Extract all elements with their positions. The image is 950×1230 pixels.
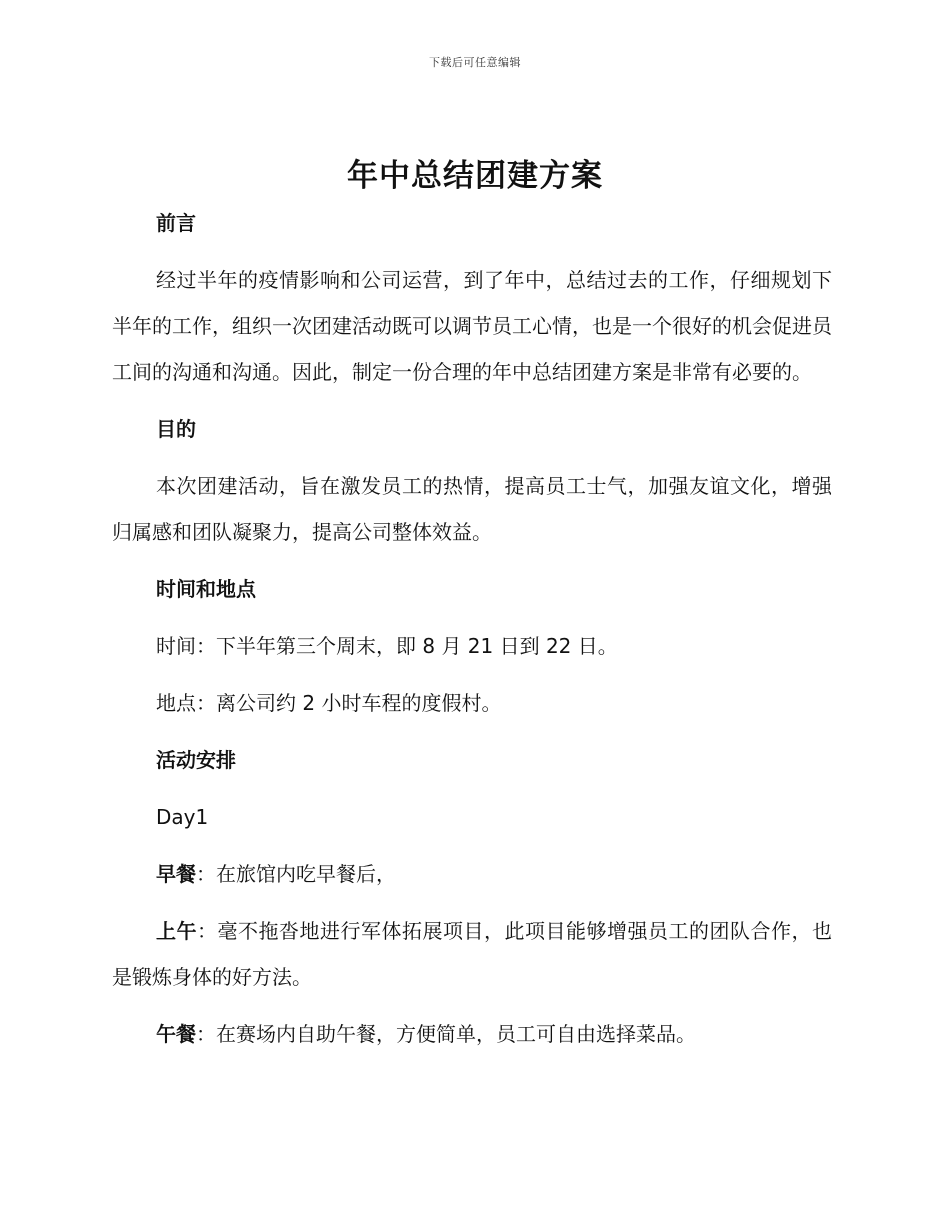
time-line: 时间：下半年第三个周末，即 8 月 21 日到 22 日。 <box>156 634 618 658</box>
morning-paragraph <box>112 908 832 1000</box>
place-line: 地点：离公司约 2 小时车程的度假村。 <box>156 691 502 715</box>
day-label: Day1 <box>156 805 209 829</box>
paragraph-preface: 经过半年的疫情影响和公司运营，到了年中，总结过去的工作，仔细规划下半年的工作，组织一次团建活动既可以调节员工心情，也是一个很好的机会促进员工间的沟通和沟通。因此，制定一份合理的年中总结团建方案是非常有必要的。 <box>112 268 832 384</box>
paragraph-purpose: 本次团建活动，旨在激发员工的热情，提高员工士气，加强友谊文化，增强归属感和团队凝聚力，提高公司整体效益。 <box>112 474 832 544</box>
morning-label: 上午 <box>156 919 197 943</box>
breakfast-text: ：在旅馆内吃早餐后， <box>196 862 396 886</box>
lunch-label: 午餐 <box>156 1022 196 1046</box>
breakfast-line <box>112 851 832 897</box>
header-note: 下载后可任意编辑 <box>429 56 521 69</box>
lunch-line <box>112 1011 832 1057</box>
section-heading-preface: 前言 <box>156 211 196 235</box>
lunch-text: ：在赛场内自助午餐，方便简单，员工可自由选择菜品。 <box>196 1022 696 1046</box>
morning-text: ：毫不拖沓地进行军体拓展项目，此项目能够增强员工的团队合作，也是锻炼身体的好方法。 <box>112 919 832 989</box>
section-heading-time-place: 时间和地点 <box>156 577 256 601</box>
section-heading-purpose: 目的 <box>156 417 196 441</box>
breakfast-label: 早餐 <box>156 862 196 886</box>
document-title: 年中总结团建方案 <box>347 158 603 194</box>
section-heading-schedule: 活动安排 <box>156 748 236 772</box>
document-body <box>112 200 832 1057</box>
